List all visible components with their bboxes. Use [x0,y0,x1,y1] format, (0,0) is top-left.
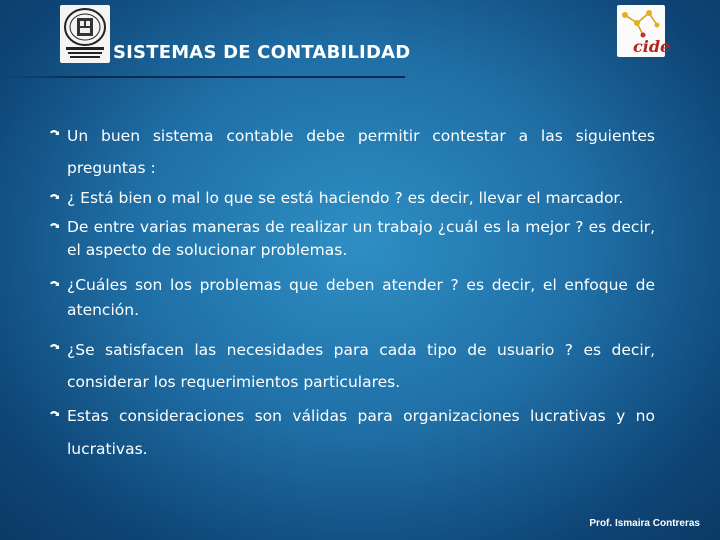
chevron-bullet-icon [47,278,61,292]
university-seal-icon [60,5,110,63]
chevron-bullet-icon [47,191,61,205]
footer-author: Prof. Ismaira Contreras [589,518,700,529]
chevron-bullet-icon [47,341,61,355]
slide-title: SISTEMAS DE CONTABILIDAD [113,42,411,63]
bullet-text: Estas consideraciones son válidas para organizaciones lucrativas y no lucrativas. [67,407,655,458]
bullet-text: De entre varias maneras de realizar un trabajo ¿cuál es la mejor ? es decir, el aspecto de solucionar problemas. [67,218,655,259]
bullet-item [47,400,655,466]
bullet-item [47,334,655,398]
bullet-text: Un buen sistema contable debe permitir contestar a las siguientes preguntas : [67,127,655,177]
cide-logo [617,5,671,57]
chevron-bullet-icon [47,408,61,422]
cide-logo-text: cide [633,37,671,56]
title-underline [0,76,405,78]
bullet-text: ¿Cuáles son los problemas que deben atender ? es decir, el enfoque de atención. [67,276,655,319]
chevron-bullet-icon [47,220,61,234]
bullet-text: ¿Se satisfacen las necesidades para cada tipo de usuario ? es decir, considerar los requerimientos particulares. [67,341,655,391]
bullet-item [47,120,655,184]
bullet-item [47,184,623,212]
chevron-bullet-icon [47,127,61,141]
bullet-item [47,273,655,323]
university-seal-logo [60,5,110,63]
bullet-item [47,216,655,262]
bullet-text: ¿ Está bien o mal lo que se está haciendo ? es decir, llevar el marcador. [67,189,624,207]
